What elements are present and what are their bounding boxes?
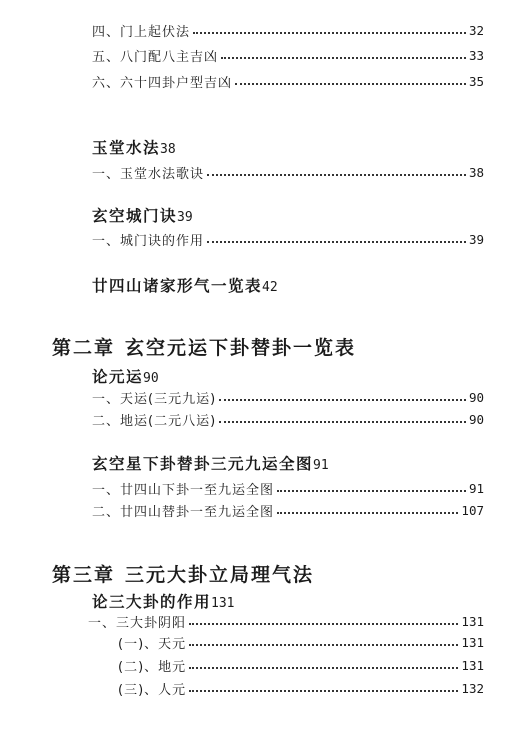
section-title: 玉堂水法 [92, 139, 161, 157]
toc-entry [0, 19, 506, 41]
section-title: 玄空星下卦替卦三元九运全图 [92, 455, 314, 473]
dot-leader [277, 490, 466, 492]
dot-leader [189, 667, 458, 669]
dot-leader [189, 690, 458, 692]
toc-entry [0, 228, 506, 250]
entry-page: 131 [461, 613, 484, 629]
entry-label: 一、天运(三元九运) [92, 391, 217, 407]
toc-entry [0, 610, 506, 632]
entry-page: 33 [468, 47, 484, 63]
dot-leader [193, 32, 466, 34]
entry-label: 五、八门配八主吉凶 [92, 49, 219, 65]
toc-entry [0, 654, 506, 676]
entry-label: 一、三大卦阴阳 [88, 615, 187, 631]
section-title: 玄空城门诀 [92, 207, 178, 225]
dot-leader [219, 399, 466, 401]
entry-page: 32 [468, 22, 484, 38]
toc-entry [0, 631, 506, 653]
entry-label: 二、地运(二元八运) [92, 413, 217, 429]
dot-leader [235, 83, 466, 85]
section-title: 廿四山诸家形气一览表 [92, 277, 263, 295]
section-heading [92, 590, 235, 612]
toc-entry [0, 499, 506, 521]
section-page: 38 [160, 142, 176, 157]
toc-entry [0, 408, 506, 430]
section-page: 91 [313, 458, 329, 473]
entry-label: (三)、人元 [118, 682, 187, 698]
section-heading [92, 274, 278, 296]
entry-page: 131 [461, 657, 484, 673]
entry-page: 39 [468, 231, 484, 247]
section-page: 90 [143, 371, 159, 386]
dot-leader [189, 623, 458, 625]
toc-entry [0, 386, 506, 408]
entry-page: 90 [468, 411, 484, 427]
toc-entry [0, 477, 506, 499]
section-heading [92, 365, 159, 387]
entry-label: 一、玉堂水法歌诀 [92, 166, 205, 182]
dot-leader [221, 57, 466, 59]
section-heading [92, 136, 176, 158]
toc-entry [0, 677, 506, 699]
dot-leader [277, 512, 458, 514]
toc-entry [0, 44, 506, 66]
entry-label: 四、门上起伏法 [92, 24, 191, 40]
section-heading [92, 204, 193, 226]
dot-leader [207, 241, 466, 243]
chapter-heading [52, 333, 356, 360]
chapter-number: 第二章 [52, 337, 116, 359]
chapter-title: 玄空元运下卦替卦一览表 [125, 337, 357, 359]
dot-leader [219, 421, 466, 423]
entry-page: 38 [468, 164, 484, 180]
chapter-number: 第三章 [52, 564, 116, 586]
section-page: 131 [211, 596, 235, 611]
entry-page: 35 [468, 73, 484, 89]
entry-page: 91 [468, 480, 484, 496]
entry-page: 132 [461, 680, 484, 696]
entry-page: 90 [468, 389, 484, 405]
entry-label: (二)、地元 [118, 659, 187, 675]
section-page: 42 [262, 280, 278, 295]
entry-page: 131 [461, 634, 484, 650]
entry-page: 107 [461, 502, 484, 518]
toc-entry [0, 70, 506, 92]
dot-leader [189, 644, 458, 646]
dot-leader [207, 174, 466, 176]
section-title: 论三大卦的作用 [92, 593, 212, 611]
section-title: 论元运 [92, 368, 144, 386]
section-heading [92, 452, 329, 474]
chapter-title: 三元大卦立局理气法 [125, 564, 315, 586]
entry-label: 二、廿四山替卦一至九运全图 [92, 504, 275, 520]
entry-label: 六、六十四卦户型吉凶 [92, 75, 233, 91]
section-page: 39 [177, 210, 193, 225]
entry-label: 一、城门诀的作用 [92, 233, 205, 249]
entry-label: 一、廿四山下卦一至九运全图 [92, 482, 275, 498]
chapter-heading [52, 560, 314, 587]
entry-label: (一)、天元 [118, 636, 187, 652]
toc-entry [0, 161, 506, 183]
